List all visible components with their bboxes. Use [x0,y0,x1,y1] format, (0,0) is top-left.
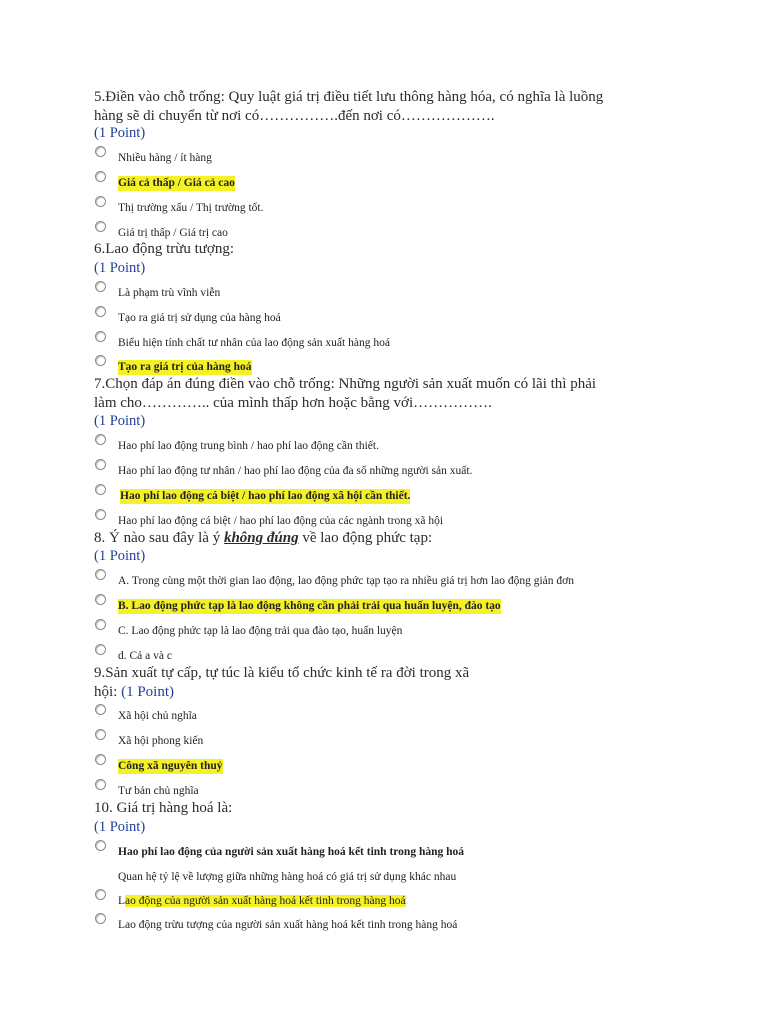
q10-option-3-first-letter: L [118,895,126,907]
q10-option-4[interactable]: Lao động trừu tượng của người sản xuất hàng hoá kết tinh trong hàng hoá [118,919,458,931]
radio-button-icon[interactable] [95,704,106,715]
question-10-text: 10. Giá trị hàng hoá là: [94,800,233,816]
q6-option-2[interactable]: Tạo ra giá trị sử dụng của hàng hoá [118,312,281,324]
q5-option-1[interactable]: Nhiều hàng / ít hàng [118,152,212,164]
radio-button-icon[interactable] [95,171,106,182]
radio-button-icon[interactable] [95,484,106,495]
q9-option-2[interactable]: Xã hội phong kiến [118,735,204,747]
q10-option-3-highlight: ao động của người sản xuất hàng hoá kết tinh trong hàng hoá [125,895,406,907]
radio-button-icon[interactable] [95,913,106,924]
radio-button-icon[interactable] [95,779,106,790]
radio-button-icon[interactable] [95,729,106,740]
radio-button-icon[interactable] [95,754,106,765]
radio-button-icon[interactable] [95,331,106,342]
radio-button-icon[interactable] [95,355,106,366]
question-6-points: (1 Point) [94,260,146,276]
question-8-text-start: 8. Ý nào sau đây là ý [94,530,224,546]
q8-option-3[interactable]: C. Lao động phức tạp là lao động trải qua đào tạo, huấn luyện [118,625,403,637]
q5-option-3[interactable]: Thị trường xấu / Thị trường tốt. [118,202,264,214]
q9-option-4[interactable]: Tư bản chủ nghĩa [118,785,199,797]
radio-button-icon[interactable] [95,146,106,157]
question-8-text-end: về lao động phức tạp: [298,530,433,546]
radio-button-icon[interactable] [95,306,106,317]
q7-option-4[interactable]: Hao phí lao động cá biệt / hao phí lao động của các ngành trong xã hội [118,515,444,527]
q7-option-1[interactable]: Hao phí lao động trung bình / hao phí lao động cần thiết. [118,440,379,452]
radio-button-icon[interactable] [95,509,106,520]
q10-option-2[interactable]: Quan hệ tỷ lệ về lượng giữa những hàng hoá có giá trị sử dụng khác nhau [118,871,457,883]
q6-option-4[interactable]: Tạo ra giá trị của hàng hoá [118,361,252,373]
q8-option-1[interactable]: A. Trong cùng một thời gian lao động, lao động phức tạp tạo ra nhiều giá trị hơn lao động giản đơn [118,575,574,587]
q8-option-4[interactable]: d. Cả a và c [118,650,172,662]
q10-option-3[interactable] [118,894,406,909]
q9-option-3[interactable]: Công xã nguyên thuỷ [118,760,223,772]
question-6-text: 6.Lao động trừu tượng: [94,241,235,257]
question-5-points: (1 Point) [94,125,146,141]
question-5-text: 5.Điền vào chỗ trống: Quy luật giá trị điều tiết lưu thông hàng hóa, có nghĩa là luồng hàng sẽ di chuyển từ nơi có…………….đến nơi có………………. [94,89,604,124]
question-10-points: (1 Point) [94,819,146,835]
q6-option-3[interactable]: Biểu hiện tính chất tư nhân của lao động sản xuất hàng hoá [118,337,390,349]
question-8-emphasis: không đúng [223,530,299,546]
radio-button-icon[interactable] [95,459,106,470]
q7-option-2[interactable]: Hao phí lao động tư nhân / hao phí lao động của đa số những người sản xuất. [118,465,473,477]
q5-option-2[interactable]: Giá cả thấp / Giá cả cao [118,177,235,189]
radio-button-icon[interactable] [95,569,106,580]
radio-button-icon[interactable] [95,840,106,851]
q9-option-1[interactable]: Xã hội chủ nghĩa [118,710,197,722]
radio-button-icon[interactable] [95,221,106,232]
radio-button-icon[interactable] [95,619,106,630]
radio-button-icon[interactable] [95,196,106,207]
question-8-text [94,529,694,548]
q5-option-4[interactable]: Giá trị thấp / Giá trị cao [118,227,228,239]
radio-button-icon[interactable] [95,644,106,655]
radio-button-icon[interactable] [95,889,106,900]
question-9-text [94,664,694,702]
question-7-points: (1 Point) [94,413,146,429]
q10-option-1[interactable]: Hao phí lao động của người sản xuất hàng hoá kết tinh trong hàng hoá [118,846,465,858]
q6-option-1[interactable]: Là phạm trù vĩnh viễn [118,287,221,299]
question-9-body: 9.Sản xuất tự cấp, tự túc là kiểu tổ chức kinh tế ra đời trong xã hội: [94,665,470,700]
radio-button-icon[interactable] [95,594,106,605]
question-7-text: 7.Chọn đáp án đúng điền vào chỗ trống: Những người sản xuất muốn có lãi thì phải làm cho………….. của mình thấp hơn hoặc bằng với……………. [94,376,597,411]
question-9-points: (1 Point) [121,684,175,700]
radio-button-icon[interactable] [95,434,106,445]
question-8-points: (1 Point) [94,548,146,564]
q8-option-2[interactable]: B. Lao động phức tạp là lao động không cần phải trải qua huấn luyện, đào tạo [118,600,501,612]
q7-option-3[interactable]: Hao phí lao động cá biệt / hao phí lao động xã hội cần thiết. [120,490,411,502]
radio-button-icon[interactable] [95,281,106,292]
